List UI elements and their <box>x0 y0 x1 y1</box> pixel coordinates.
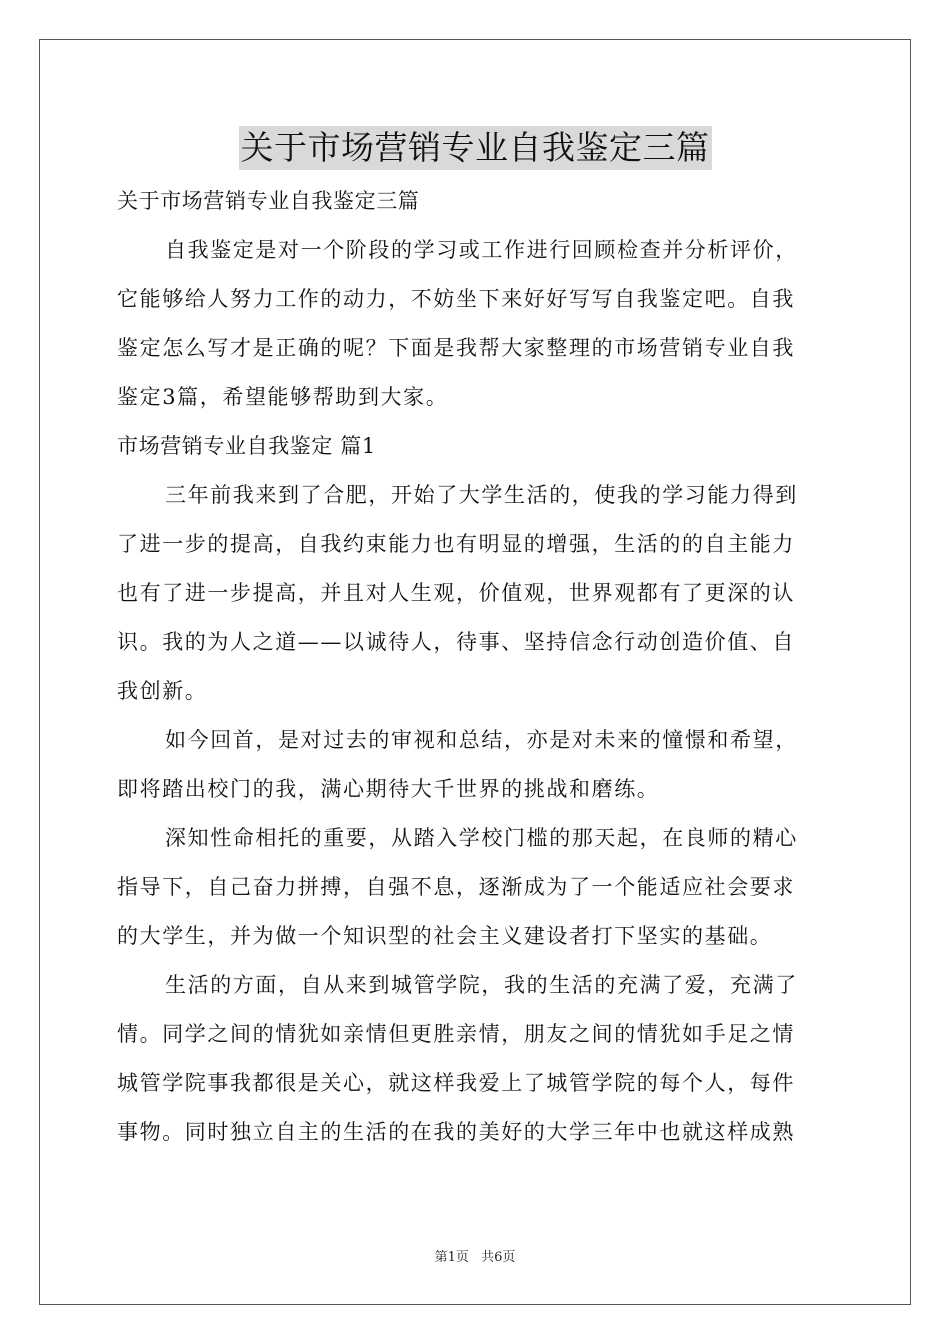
document-title: 关于市场营销专业自我鉴定三篇 <box>239 126 712 170</box>
paragraph-line: 指导下，自己奋力拼搏，自强不息，逐渐成为了一个能适应社会要求 <box>117 875 795 899</box>
paragraph-line: 深知性命相托的重要，从踏入学校门槛的那天起，在良师的精心 <box>165 826 798 850</box>
paragraph-line: 城管学院事我都很是关心，就这样我爱上了城管学院的每个人，每件 <box>117 1071 795 1095</box>
section-heading: 市场营销专业自我鉴定 篇1 <box>117 434 376 458</box>
paragraph-line: 生活的方面，自从来到城管学院，我的生活的充满了爱，充满了 <box>165 973 798 997</box>
paragraph-line: 我创新。 <box>117 679 208 703</box>
paragraph-line: 鉴定怎么写才是正确的呢？下面是我帮大家整理的市场营销专业自我 <box>117 336 795 360</box>
paragraph-line: 如今回首，是对过去的审视和总结，亦是对未来的憧憬和希望， <box>165 728 798 752</box>
paragraph-line: 自我鉴定是对一个阶段的学习或工作进行回顾检查并分析评价， <box>165 238 798 262</box>
paragraph-line: 情。同学之间的情犹如亲情但更胜亲情，朋友之间的情犹如手足之情 <box>117 1022 795 1046</box>
paragraph-line: 鉴定3篇，希望能够帮助到大家。 <box>117 385 449 409</box>
title-wrap <box>0 126 950 170</box>
paragraph-line: 它能够给人努力工作的动力，不妨坐下来好好写写自我鉴定吧。自我 <box>117 287 795 311</box>
paragraph-line: 即将踏出校门的我，满心期待大千世界的挑战和磨练。 <box>117 777 660 801</box>
paragraph-line: 事物。同时独立自主的生活的在我的美好的大学三年中也就这样成熟 <box>117 1120 795 1144</box>
page-number: 第1页 <box>434 1250 469 1265</box>
page-footer <box>0 1246 950 1265</box>
paragraph-line: 也有了进一步提高，并且对人生观，价值观，世界观都有了更深的认 <box>117 581 795 605</box>
document-body <box>117 177 833 1157</box>
paragraph-line: 的大学生，并为做一个知识型的社会主义建设者打下坚实的基础。 <box>117 924 773 948</box>
paragraph-line: 了进一步的提高，自我约束能力也有明显的增强，生活的的自主能力 <box>117 532 795 556</box>
paragraph-line: 识。我的为人之道——以诚待人，待事、坚持信念行动创造价值、自 <box>117 630 795 654</box>
subtitle-line: 关于市场营销专业自我鉴定三篇 <box>117 189 420 213</box>
paragraph-line: 三年前我来到了合肥，开始了大学生活的，使我的学习能力得到 <box>165 483 798 507</box>
page-total: 共6页 <box>481 1250 516 1265</box>
